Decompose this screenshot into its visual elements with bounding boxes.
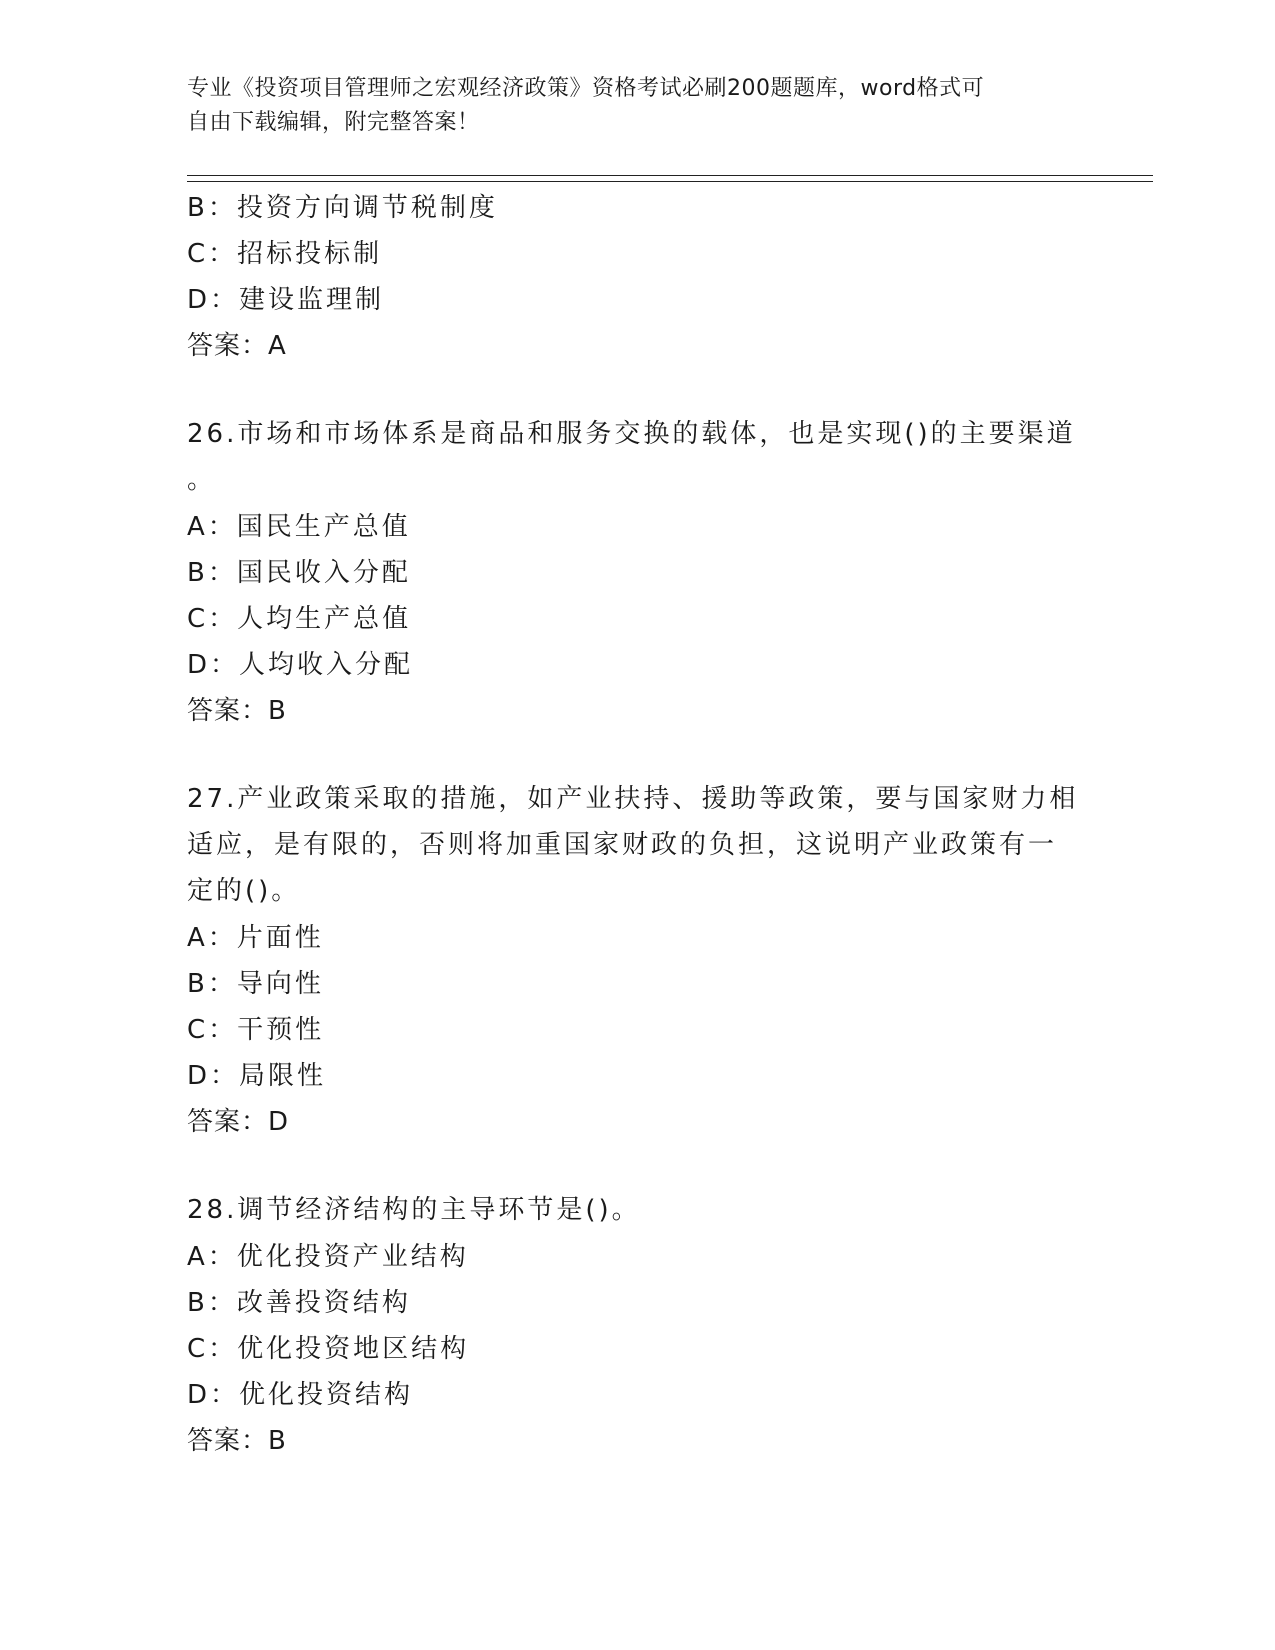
question-text-line-1: 26.市场和市场体系是商品和服务交换的载体，也是实现()的主要渠道	[187, 419, 1076, 449]
question-text-line-2: 。	[187, 465, 217, 495]
question-text-line-2: 适应，是有限的，否则将加重国家财政的负担，这说明产业政策有一	[187, 830, 1058, 860]
option-d: D：人均收入分配	[187, 650, 414, 680]
header-divider-bottom	[187, 181, 1153, 182]
option-a: A：片面性	[187, 923, 324, 953]
option-a: A：国民生产总值	[187, 512, 411, 542]
option-d: D：局限性	[187, 1061, 327, 1091]
answer: 答案：A	[187, 331, 287, 361]
header-line-1: 专业《投资项目管理师之宏观经济政策》资格考试必刷200题题库，word格式可	[187, 76, 985, 101]
header-line-2: 自由下载编辑，附完整答案！	[187, 110, 480, 135]
option-d: D：优化投资结构	[187, 1380, 414, 1410]
answer: 答案：D	[187, 1107, 290, 1137]
option-c: C：招标投标制	[187, 239, 383, 269]
answer: 答案：B	[187, 1426, 287, 1456]
question-28	[187, 1188, 1087, 1464]
question-text-line-1: 28.调节经济结构的主导环节是()。	[187, 1195, 641, 1225]
option-a: A：优化投资产业结构	[187, 1242, 469, 1272]
option-c: C：优化投资地区结构	[187, 1334, 470, 1364]
option-c: C：干预性	[187, 1015, 325, 1045]
option-d: D：建设监理制	[187, 285, 385, 315]
question-list	[187, 185, 1087, 1464]
answer: 答案：B	[187, 696, 287, 726]
document-header	[187, 72, 1067, 140]
option-b: B：导向性	[187, 969, 324, 999]
option-c: C：人均生产总值	[187, 604, 412, 634]
question-26	[187, 412, 1087, 734]
header-divider-top	[187, 175, 1153, 176]
option-b: B：国民收入分配	[187, 558, 411, 588]
option-b: B：改善投资结构	[187, 1288, 411, 1318]
question-text-line-1: 27.产业政策采取的措施，如产业扶持、援助等政策，要与国家财力相	[187, 784, 1079, 814]
question-text-line-3: 定的()。	[187, 876, 301, 906]
question-27	[187, 777, 1087, 1145]
option-b: B：投资方向调节税制度	[187, 193, 498, 223]
question-25	[187, 185, 1087, 369]
